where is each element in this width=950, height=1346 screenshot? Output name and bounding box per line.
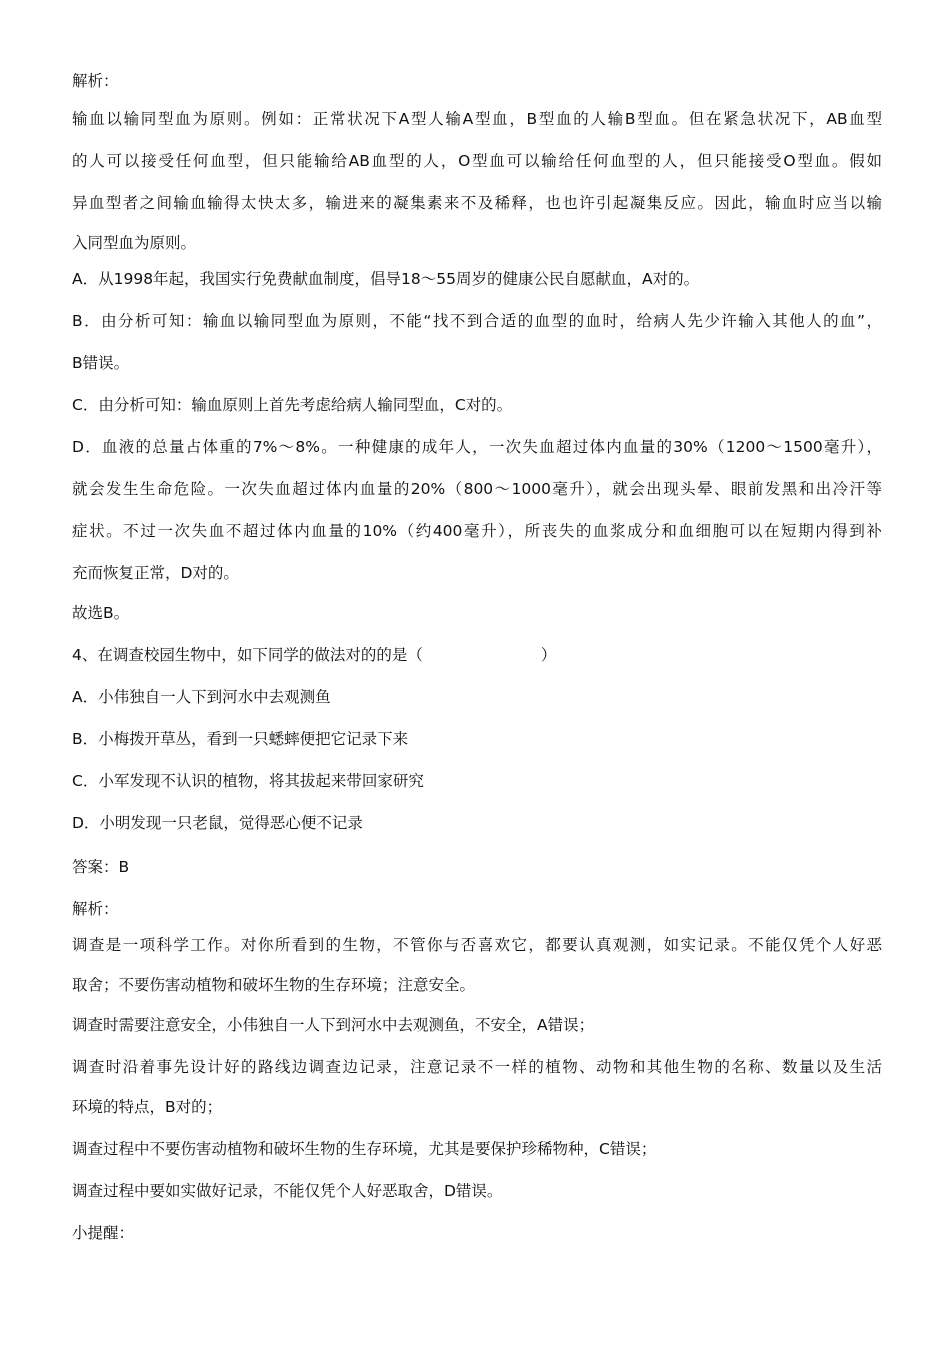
question-4-option-a: A．小伟独自一人下到河水中去观测鱼 — [72, 688, 331, 706]
question-4-close-paren: ） — [540, 646, 557, 664]
option-d-explanation-cont: 充而恢复正常，D对的。 — [72, 564, 239, 582]
question-4-text: 4、在调查校园生物中，如下同学的做法对的的是（ — [72, 646, 423, 664]
analysis-paragraph-line: 调查是一项科学工作。对你所看到的生物，不管你与否喜欢它，都要认真观测，如实记录。不能仅凭个人好恶 — [72, 936, 882, 954]
option-b-explanation: B．由分析可知：输血以输同型血为原则，不能“找不到合适的血型的血时，给病人先少许输入其他人的血”， — [72, 312, 882, 330]
question-4-option-c: C．小军发现不认识的植物，将其拔起来带回家研究 — [72, 772, 424, 790]
analysis-paragraph-line: 的人可以接受任何血型，但只能输给AB血型的人，O型血可以输给任何血型的人，但只能接受O型血。假如 — [72, 152, 882, 170]
option-d-explanation: D．血液的总量占体重的7%～8%。一种健康的成年人，一次失血超过体内血量的30%（1200～1500毫升）， — [72, 438, 882, 456]
question-4-option-d: D．小明发现一只老鼠，觉得恶心便不记录 — [72, 814, 363, 832]
analysis-paragraph-line: 环境的特点，B对的； — [72, 1098, 223, 1116]
question-4-option-b: B．小梅拨开草丛，看到一只蟋蟀便把它记录下来 — [72, 730, 409, 748]
question-4-stem — [72, 644, 882, 666]
question-4-answer: 答案：B — [72, 858, 130, 876]
option-b-explanation-cont: B错误。 — [72, 354, 130, 372]
analysis-paragraph-line: 调查时沿着事先设计好的路线边调查边记录，注意记录不一样的植物、动物和其他生物的名称、数量以及生活 — [72, 1058, 882, 1076]
analysis-paragraph-line: 输血以输同型血为原则。例如：正常状况下A型人输A型血，B型血的人输B型血。但在紧急状况下，AB血型 — [72, 110, 882, 128]
analysis-paragraph-line: 取舍；不要伤害动植物和破坏生物的生存环境；注意安全。 — [72, 976, 476, 994]
conclusion: 故选B。 — [72, 604, 130, 622]
analysis-paragraph-line: 调查过程中要如实做好记录，不能仅凭个人好恶取舍，D错误。 — [72, 1182, 503, 1200]
option-a-explanation: A．从1998年起，我国实行免费献血制度，倡导18～55周岁的健康公民自愿献血，A对的。 — [72, 270, 700, 288]
analysis-label: 解析： — [72, 72, 119, 90]
analysis-paragraph-line: 调查时需要注意安全，小伟独自一人下到河水中去观测鱼，不安全，A错误； — [72, 1016, 595, 1034]
tip-label: 小提醒： — [72, 1224, 135, 1242]
analysis-label: 解析： — [72, 900, 119, 918]
option-c-explanation: C．由分析可知：输血原则上首先考虑给病人输同型血，C对的。 — [72, 396, 513, 414]
analysis-paragraph-line: 入同型血为原则。 — [72, 234, 197, 252]
option-d-explanation-cont: 症状。不过一次失血不超过体内血量的10%（约400毫升），所丧失的血浆成分和血细胞可以在短期内得到补 — [72, 522, 882, 540]
analysis-paragraph-line: 异血型者之间输血输得太快太多，输进来的凝集素来不及稀释，也也许引起凝集反应。因此，输血时应当以输 — [72, 194, 882, 212]
option-d-explanation-cont: 就会发生生命危险。一次失血超过体内血量的20%（800～1000毫升），就会出现头晕、眼前发黑和出冷汗等 — [72, 480, 882, 498]
analysis-paragraph-line: 调查过程中不要伤害动植物和破坏生物的生存环境，尤其是要保护珍稀物种，C错误； — [72, 1140, 657, 1158]
